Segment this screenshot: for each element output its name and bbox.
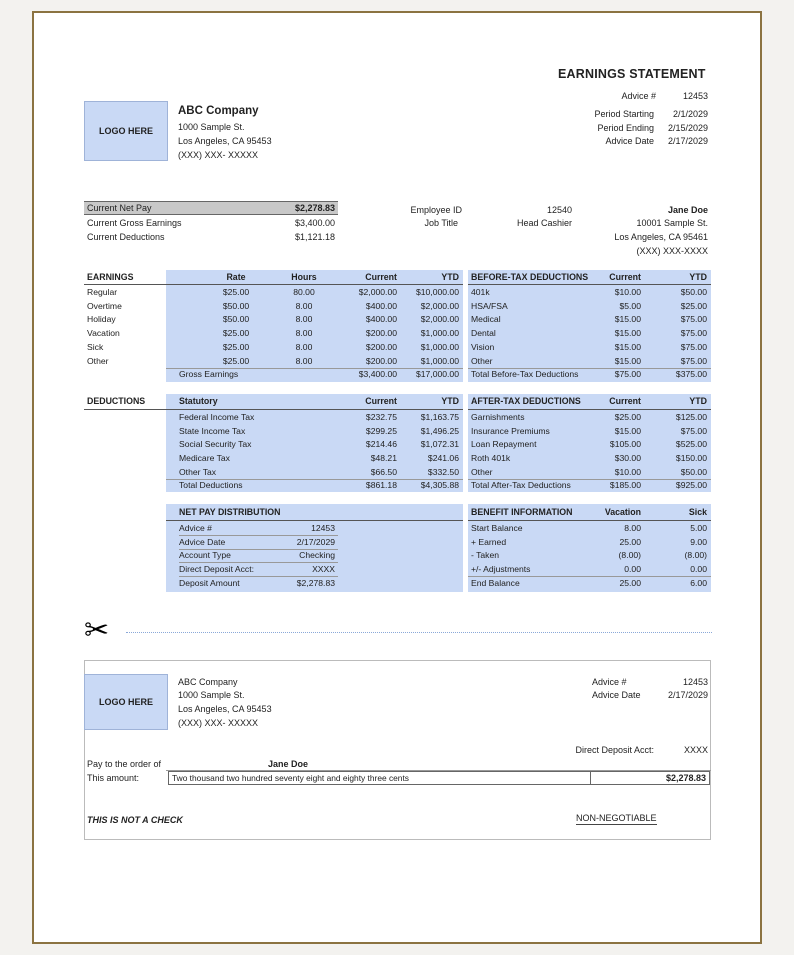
stub-company-phone: (XXX) XXX- XXXXX [178,718,259,728]
stub-advice-label: Advice # [592,677,627,687]
earnings-col-hours: Hours [291,272,317,282]
earnings-row-current: $200.00 [365,328,397,339]
net-pay-value: $2,278.83 [294,203,335,213]
statutory-header: Statutory [179,396,218,406]
statutory-row-current: $232.75 [365,412,397,422]
statutory-row-label: Social Security Tax [179,439,252,450]
statutory-row-label: Other Tax [179,466,217,477]
earnings-row-ytd: $1,000.00 [420,355,459,366]
net-pay-row-label: Direct Deposit Acct: [179,564,254,575]
net-pay-header-rule [166,520,463,521]
statutory-row-current: $48.21 [370,453,397,464]
after-tax-col-ytd: YTD [689,396,707,406]
employee-id-label: Employee ID [410,205,462,215]
before-tax-total-current: $75.00 [614,369,641,379]
amount-label: This amount: [87,773,140,783]
gross-earnings-label: Current Gross Earnings [87,218,182,228]
benefit-header-rule [468,520,711,521]
net-pay-row-label: Advice # [179,523,212,533]
employee-id-value: 12540 [546,205,572,215]
net-pay-row-label: Advice Date [179,536,226,547]
earnings-row-rate: $25.00 [222,355,250,366]
non-negotiable-text: NON-NEGOTIABLE [576,813,657,823]
stub-advice-value: 12453 [682,677,708,687]
total-deductions-label: Total Deductions [179,480,243,490]
stub-advice-date-label: Advice Date [592,690,641,700]
net-pay-row-value: XXXX [312,564,335,575]
period-start-value: 2/1/2029 [672,109,708,119]
period-end-label: Period Ending [597,123,654,133]
statement-title: EARNINGS STATEMENT [558,67,706,81]
after-tax-row-ytd: $50.00 [680,466,707,477]
benefit-col-vacation: Vacation [604,507,641,517]
after-tax-row-ytd: $525.00 [675,439,707,450]
current-deductions-value: $1,121.18 [294,232,335,242]
current-deductions-label: Current Deductions [87,232,165,242]
benefit-row-vacation: 25.00 [619,577,641,588]
benefit-row-label: Start Balance [471,523,523,533]
earnings-row-hours: 8.00 [295,300,313,311]
employee-address-1: 10001 Sample St. [636,218,708,228]
pay-to-label: Pay to the order of [87,759,162,769]
earnings-row-hours: 80.00 [293,287,315,297]
benefit-row-label: End Balance [471,577,520,588]
earnings-row-rate: $25.00 [222,328,250,339]
amount-words-box: Two thousand two hundred seventy eight and eighty three cents [168,771,591,785]
net-pay-row-value: 2/17/2029 [296,536,335,547]
net-pay-row-value: Checking [299,550,335,561]
statutory-col-current: Current [365,396,397,406]
statutory-row-current: $299.25 [365,425,397,436]
before-tax-row-ytd: $75.00 [680,314,707,325]
after-tax-total-ytd: $925.00 [675,480,707,490]
before-tax-total-label: Total Before-Tax Deductions [471,369,579,379]
earnings-row-hours: 8.00 [295,355,313,366]
after-tax-header-rule [468,409,711,410]
after-tax-row-label: Insurance Premiums [471,425,550,436]
employee-phone: (XXX) XXX-XXXX [636,246,708,256]
statutory-row-ytd: $1,072.31 [420,439,459,450]
after-tax-row-current: $15.00 [614,425,641,436]
statutory-row-ytd: $1,163.75 [420,412,459,422]
employee-address-2: Los Angeles, CA 95461 [614,232,708,242]
not-a-check-text: THIS IS NOT A CHECK [87,815,183,825]
before-tax-row-current: $10.00 [614,287,641,297]
gross-earnings-total-current: $3,400.00 [358,369,397,379]
advice-date-value: 2/17/2029 [667,136,708,146]
earnings-row-ytd: $2,000.00 [420,314,459,325]
before-tax-row-label: Vision [471,341,495,352]
stub-direct-deposit-label: Direct Deposit Acct: [575,745,654,755]
earnings-col-current: Current [365,272,397,282]
total-deductions-ytd: $4,305.88 [420,480,459,490]
after-tax-total-label: Total After-Tax Deductions [471,480,571,490]
statutory-row-current: $214.46 [365,439,397,450]
earnings-row-current: $400.00 [365,300,397,311]
earnings-row-hours: 8.00 [295,314,313,325]
benefit-row-sick: 9.00 [690,536,707,547]
after-tax-row-current: $30.00 [614,453,641,464]
earnings-row-rate: $25.00 [222,341,250,352]
stub-direct-deposit-value: XXXX [683,745,708,755]
after-tax-row-ytd: $150.00 [675,453,707,464]
earnings-row-label: Overtime [87,300,122,311]
earnings-row-ytd: $1,000.00 [420,341,459,352]
earnings-row-current: $200.00 [365,355,397,366]
net-pay-row-value: 12453 [311,523,335,533]
net-pay-dist-header: NET PAY DISTRIBUTION [179,507,281,517]
job-title-label: Job Title [424,218,458,228]
before-tax-col-current: Current [609,272,641,282]
before-tax-row-current: $5.00 [619,300,641,311]
after-tax-header: AFTER-TAX DEDUCTIONS [471,396,581,406]
job-title-value: Head Cashier [516,218,572,228]
benefit-row-vacation: 0.00 [624,564,641,575]
before-tax-header: BEFORE-TAX DEDUCTIONS [471,272,589,282]
stub-advice-date-value: 2/17/2029 [667,690,708,700]
statutory-row-label: Federal Income Tax [179,412,255,422]
earnings-row-hours: 8.00 [295,341,313,352]
earnings-row-current: $2,000.00 [358,287,397,297]
before-tax-row-current: $15.00 [614,328,641,339]
before-tax-row-ytd: $75.00 [680,328,707,339]
before-tax-row-ytd: $50.00 [680,287,707,297]
earnings-row-current: $400.00 [365,314,397,325]
earnings-row-rate: $50.00 [222,314,250,325]
earnings-header-rule [84,284,463,285]
pay-to-value: Jane Doe [268,759,309,769]
before-tax-row-label: Other [471,355,493,366]
benefit-row-vacation: 8.00 [624,523,641,533]
before-tax-row-ytd: $75.00 [680,341,707,352]
earnings-row-current: $200.00 [365,341,397,352]
before-tax-row-label: Medical [471,314,501,325]
deductions-header-rule [84,409,463,410]
earnings-section-label: EARNINGS [87,272,134,282]
benefit-row-label: +/- Adjustments [471,564,531,575]
before-tax-row-label: HSA/FSA [471,300,508,311]
before-tax-row-label: Dental [471,328,496,339]
after-tax-row-label: Roth 401k [471,453,511,464]
before-tax-total-ytd: $375.00 [675,369,707,379]
before-tax-row-current: $15.00 [614,314,641,325]
earnings-statement-sheet [32,11,762,944]
earnings-row-label: Sick [87,341,104,352]
earnings-row-label: Holiday [87,314,116,325]
benefit-row-vacation: (8.00) [618,550,641,561]
advice-number-value: 12453 [682,91,708,101]
earnings-row-hours: 8.00 [295,328,313,339]
after-tax-row-current: $105.00 [609,439,641,450]
benefit-row-label: + Earned [471,536,507,547]
statutory-row-current: $66.50 [370,466,397,477]
after-tax-row-current: $25.00 [614,412,641,422]
stub-company-address-2: Los Angeles, CA 95453 [178,704,272,714]
stub-company-name: ABC Company [178,677,238,687]
after-tax-row-ytd: $125.00 [675,412,707,422]
after-tax-row-current: $10.00 [614,466,641,477]
after-tax-row-label: Garnishments [471,412,525,422]
after-tax-col-current: Current [609,396,641,406]
net-pay-row-label: Deposit Amount [179,577,240,588]
earnings-row-label: Regular [87,287,118,297]
benefit-row-sick: 0.00 [690,564,707,575]
benefit-row-sick: (8.00) [684,550,707,561]
benefit-row-sick: 5.00 [690,523,707,533]
scissors-icon: ✂ [84,614,110,647]
before-tax-row-label: 401k [471,287,490,297]
earnings-row-rate: $25.00 [222,287,250,297]
statutory-col-ytd: YTD [441,396,459,406]
before-tax-row-ytd: $75.00 [680,355,707,366]
after-tax-row-label: Loan Repayment [471,439,537,450]
company-logo: LOGO HERE [84,101,168,161]
net-pay-label: Current Net Pay [87,203,152,213]
statutory-row-label: State Income Tax [179,425,246,436]
gross-earnings-total-ytd: $17,000.00 [415,369,459,379]
total-deductions-current: $861.18 [365,480,397,490]
before-tax-row-ytd: $25.00 [680,300,707,311]
company-address-2: Los Angeles, CA 95453 [178,136,272,146]
earnings-row-ytd: $2,000.00 [420,300,459,311]
gross-earnings-total-label: Gross Earnings [179,369,239,379]
statutory-row-ytd: $1,496.25 [420,425,459,436]
earnings-row-ytd: $10,000.00 [415,287,459,297]
amount-value-box: $2,278.83 [590,771,710,785]
earnings-col-ytd: YTD [441,272,459,282]
benefit-row-label: - Taken [471,550,500,561]
gross-earnings-value: $3,400.00 [294,218,335,228]
statutory-row-ytd: $332.50 [427,466,459,477]
stub-logo: LOGO HERE [84,674,168,730]
deductions-section-label: DEDUCTIONS [87,396,146,406]
after-tax-total-current: $185.00 [609,480,641,490]
advice-date-label: Advice Date [605,136,654,146]
cut-line [126,632,712,633]
company-phone: (XXX) XXX- XXXXX [178,150,259,160]
before-tax-row-current: $15.00 [614,355,641,366]
benefit-col-sick: Sick [688,507,707,517]
benefit-row-sick: 6.00 [690,577,707,588]
statutory-row-ytd: $241.06 [427,453,459,464]
after-tax-row-label: Other [471,466,493,477]
company-address-1: 1000 Sample St. [178,122,245,132]
statutory-row-label: Medicare Tax [179,453,230,464]
benefit-row-vacation: 25.00 [619,536,641,547]
before-tax-row-current: $15.00 [614,341,641,352]
earnings-row-label: Vacation [87,328,120,339]
earnings-row-rate: $50.00 [222,300,250,311]
after-tax-row-ytd: $75.00 [680,425,707,436]
before-tax-col-ytd: YTD [689,272,707,282]
net-pay-row-value: $2,278.83 [296,577,335,588]
earnings-row-label: Other [87,355,109,366]
period-end-value: 2/15/2029 [667,123,708,133]
earnings-row-ytd: $1,000.00 [420,328,459,339]
company-name: ABC Company [178,105,259,117]
net-pay-row-label: Account Type [179,550,231,561]
stub-company-address-1: 1000 Sample St. [178,690,245,700]
benefit-header: BENEFIT INFORMATION [471,507,573,517]
before-tax-header-rule [468,284,711,285]
advice-number-label: Advice # [621,91,656,101]
earnings-col-rate: Rate [226,272,246,282]
period-start-label: Period Starting [594,109,654,119]
employee-name: Jane Doe [667,205,708,215]
